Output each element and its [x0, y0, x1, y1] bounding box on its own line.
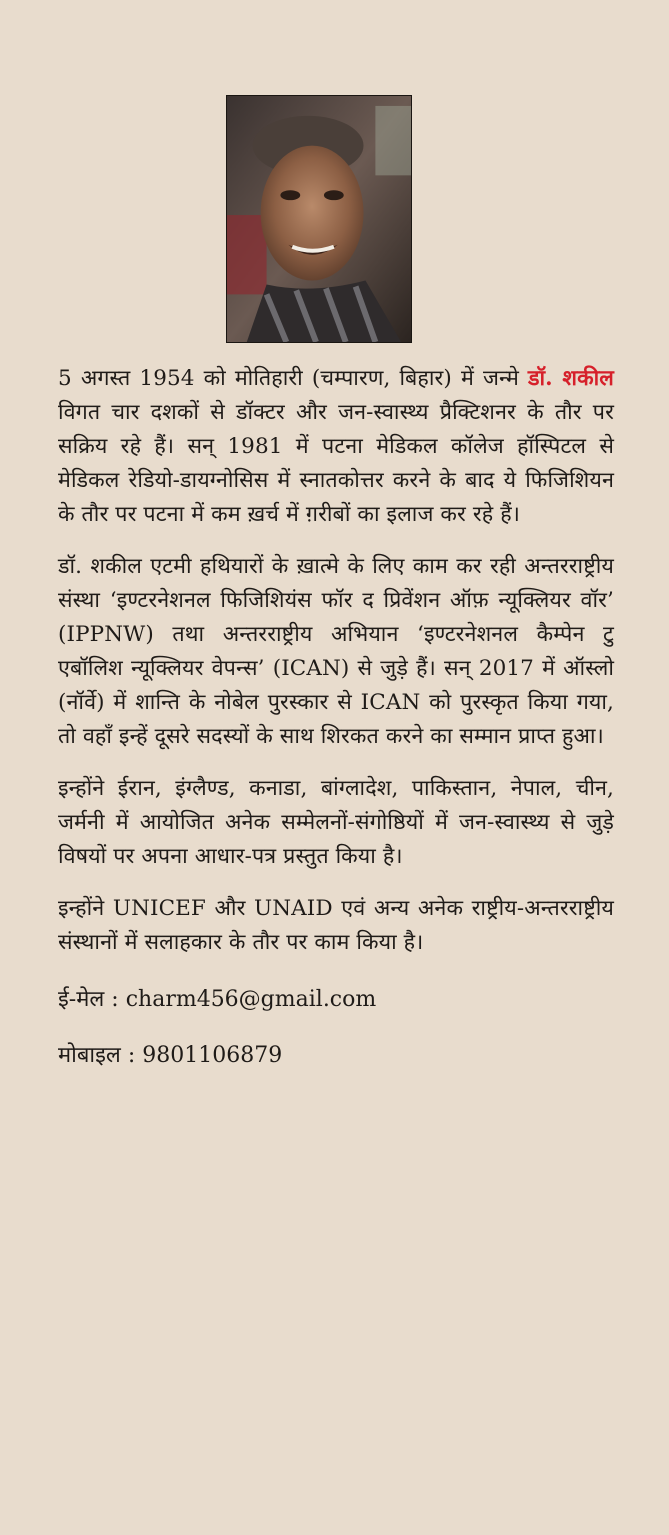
mobile-line: मोबाइल : 9801106879	[58, 1043, 283, 1068]
email-line: ई-मेल : charm456@gmail.com	[58, 987, 377, 1012]
bio-paragraph-1	[58, 362, 614, 532]
bio-paragraph-1-rest: विगत चार दशकों से डॉक्टर और जन-स्वास्थ्य प्रैक्टिशनर के तौर पर सक्रिय रहे हैं। सन् 1981 में पटना मेडिकल कॉलेज हॉस्पिटल से मेडिकल रेडियो-डायग्नोसिस में स्नातकोत्तर करने के बाद ये फिजिशियन के तौर पर पटना में कम ख़र्च में ग़रीबों का इलाज कर रहे हैं।	[58, 400, 614, 527]
bio-paragraph-3: इन्होंने ईरान, इंग्लैण्ड, कनाडा, बांग्लादेश, पाकिस्तान, नेपाल, चीन, जर्मनी में आयोजित अनेक सम्मेलनों-संगोष्ठियों में जन-स्वास्थ्य से जुड़े विषयों पर अपना आधार-पत्र प्रस्तुत किया है।	[58, 776, 614, 869]
bio-paragraph-4: इन्होंने UNICEF और UNAID एवं अन्य अनेक राष्ट्रीय-अन्तरराष्ट्रीय संस्थानों में सलाहकार के तौर पर काम किया है।	[58, 896, 614, 955]
bio-paragraph-1-intro: 5 अगस्त 1954 को मोतिहारी (चम्पारण, बिहार) में जन्मे	[58, 366, 528, 391]
bio-content	[58, 362, 614, 1090]
author-photo	[226, 95, 412, 343]
author-portrait-image	[227, 96, 411, 342]
bio-paragraph-2: डॉ. शकील एटमी हथियारों के ख़ात्मे के लिए काम कर रही अन्तरराष्ट्रीय संस्था ‘इण्टरनेशनल फिजिशियंस फॉर द प्रिवेंशन ऑफ़ न्यूक्लियर वॉर’ (IPPNW) तथा अन्तरराष्ट्रीय अभियान ‘इण्टरनेशनल कैम्पेन टु एबॉलिश न्यूक्लियर वेपन्स’ (ICAN) से जुड़े हैं। सन् 2017 में ऑस्लो (नॉर्वे) में शान्ति के नोबेल पुरस्कार से ICAN को पुरस्कृत किया गया, तो वहाँ इन्हें दूसरे सदस्यों के साथ शिरकत करने का सम्मान प्राप्त हुआ।	[58, 554, 614, 749]
author-name: डॉ. शकील	[527, 366, 614, 391]
